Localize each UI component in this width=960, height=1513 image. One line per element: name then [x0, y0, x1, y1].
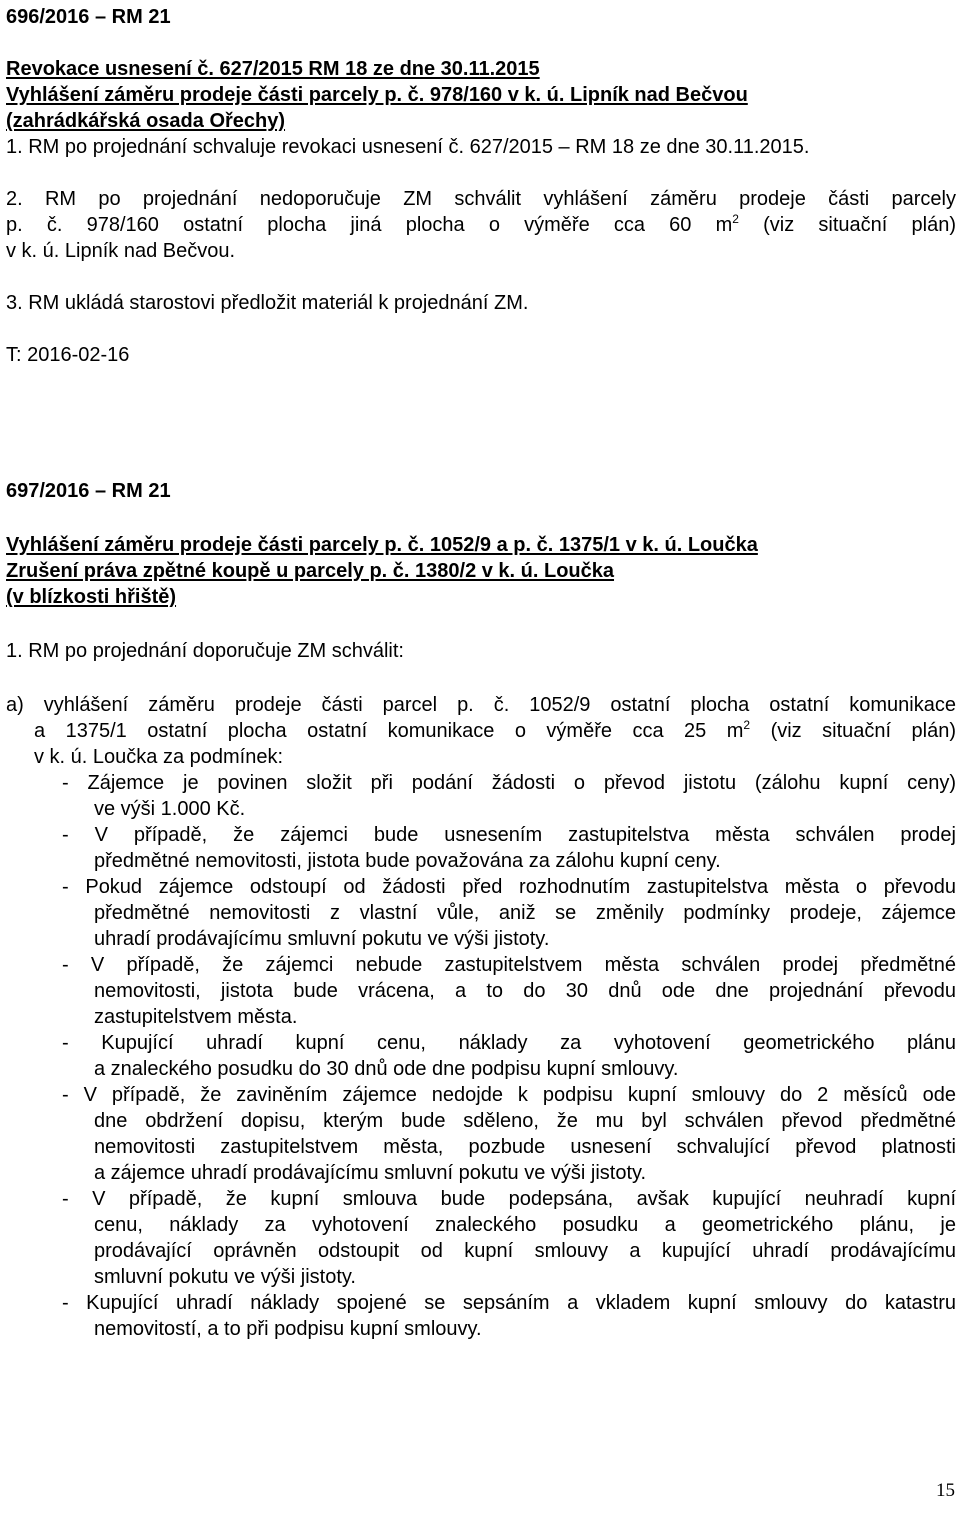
resolution-697-item-a-line-3: v k. ú. Loučka za podmínek: — [34, 746, 284, 768]
resolution-696-deadline: T: 2016-02-16 — [6, 344, 130, 366]
resolution-697-item-a-line-1: a) vyhlášení záměru prodeje části parcel p. č. 1052/9 ostatní plocha ostatní komunikace — [6, 694, 956, 716]
resolution-697-title-line-2: Zrušení práva zpětné koupě u parcely p. č. 1380/2 v k. ú. Loučka — [6, 560, 615, 582]
condition-1-line-2: ve výši 1.000 Kč. — [94, 798, 246, 820]
condition-3-line-2: předmětné nemovitosti z vlastní vůle, aniž se změnily podmínky prodeje, zájemce — [94, 902, 956, 924]
resolution-696-heading: 696/2016 – RM 21 — [6, 6, 171, 28]
condition-7-line-4: smluvní pokutu ve výši jistoty. — [94, 1266, 356, 1288]
condition-4-line-2: nemovitosti, jistota bude vrácena, a to do 30 dnů ode dne projednání převodu — [94, 980, 956, 1002]
condition-8-line-1: - Kupující uhradí náklady spojené se sepsáním a vkladem kupní smlouvy do katastru — [62, 1292, 956, 1314]
condition-3-line-3: uhradí prodávajícímu smluvní pokutu ve výši jistoty. — [94, 928, 550, 950]
condition-7-line-2: cenu, náklady za vyhotovení znaleckého posudku a geometrického plánu, je — [94, 1214, 956, 1236]
condition-5-line-1: - Kupující uhradí kupní cenu, náklady za vyhotovení geometrického plánu — [62, 1032, 956, 1054]
resolution-696-title-line-3: (zahrádkářská osada Ořechy) — [6, 110, 286, 132]
condition-8-line-2: nemovitostí, a to při podpisu kupní smlouvy. — [94, 1318, 482, 1340]
resolution-697-item-a-line-2: a 1375/1 ostatní plocha ostatní komunikace o výměře cca 25 $m^2$ (viz situační plán) — [34, 718, 957, 742]
condition-7-line-3: prodávající oprávněn odstoupit od kupní smlouvy a kupující uhradí prodávajícímu — [94, 1240, 956, 1262]
condition-2-line-2: předmětné nemovitosti, jistota bude považována za zálohu kupní ceny. — [94, 850, 721, 872]
condition-7-line-1: - V případě, že kupní smlouva bude podepsána, avšak kupující neuhradí kupní — [62, 1188, 956, 1210]
resolution-697-title-line-3: (v blízkosti hřiště) — [6, 586, 177, 608]
resolution-696-title-line-2: Vyhlášení záměru prodeje části parcely p. č. 978/160 v k. ú. Lipník nad Bečvou — [6, 84, 748, 106]
condition-5-line-2: a znaleckého posudku do 30 dnů ode dne podpisu kupní smlouvy. — [94, 1058, 679, 1080]
condition-1-line-1: - Zájemce je povinen složit při podání žádosti o převod jistotu (zálohu kupní ceny) — [62, 772, 956, 794]
resolution-696-item-2-line-1: 2. RM po projednání nedoporučuje ZM schválit vyhlášení záměru prodeje části parcely — [6, 188, 956, 210]
condition-2-line-1: - V případě, že zájemci bude usnesením zastupitelstva města schválen prodej — [62, 824, 956, 846]
resolution-696-item-2-line-3: v k. ú. Lipník nad Bečvou. — [6, 240, 236, 262]
condition-4-line-3: zastupitelstvem města. — [94, 1006, 298, 1028]
resolution-696-item-2-line-2: p. č. 978/160 ostatní plocha jiná plocha o výměře cca 60 $m^2$ (viz situační plán) — [6, 212, 957, 236]
condition-6-line-4: a zájemce uhradí prodávajícímu smluvní pokutu ve výši jistoty. — [94, 1162, 647, 1184]
page-number: 15 — [936, 1480, 955, 1501]
condition-6-line-1: - V případě, že zaviněním zájemce nedojde k podpisu kupní smlouvy do 2 měsíců ode — [62, 1084, 956, 1106]
resolution-697-title-line-1: Vyhlášení záměru prodeje části parcely p. č. 1052/9 a p. č. 1375/1 v k. ú. Loučka — [6, 534, 758, 556]
resolution-697-item-1: 1. RM po projednání doporučuje ZM schválit: — [6, 640, 404, 662]
condition-4-line-1: - V případě, že zájemci nebude zastupitelstvem města schválen prodej předmětné — [62, 954, 956, 976]
resolution-696-item-3: 3. RM ukládá starostovi předložit materiál k projednání ZM. — [6, 292, 529, 314]
condition-3-line-1: - Pokud zájemce odstoupí od žádosti před rozhodnutím zastupitelstva města o převodu — [62, 876, 956, 898]
resolution-696-title-line-1: Revokace usnesení č. 627/2015 RM 18 ze dne 30.11.2015 — [6, 58, 540, 80]
resolution-697-heading: 697/2016 – RM 21 — [6, 480, 171, 502]
resolution-696-item-1: 1. RM po projednání schvaluje revokaci usnesení č. 627/2015 – RM 18 ze dne 30.11.2015. — [6, 136, 810, 158]
condition-6-line-3: nemovitosti zastupitelstvem města, pozbude usnesení schvalující převod platnosti — [94, 1136, 956, 1158]
condition-6-line-2: dne obdržení dopisu, kterým bude sděleno, že mu byl schválen převod předmětné — [94, 1110, 956, 1132]
